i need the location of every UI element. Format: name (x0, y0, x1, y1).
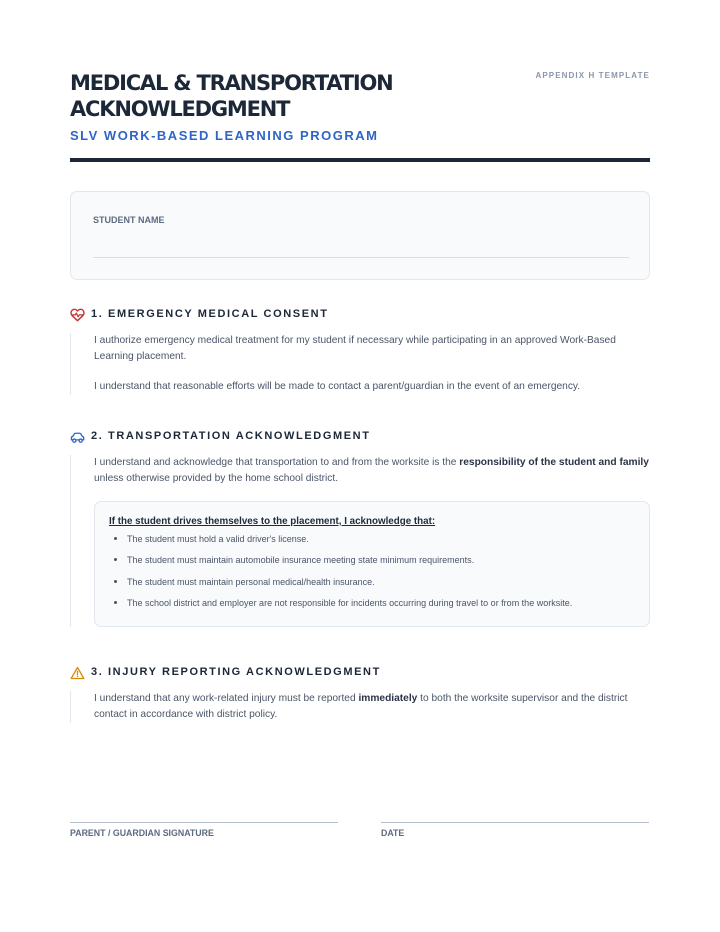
requirements-list (109, 533, 635, 609)
list-item: The student must maintain personal medical/health insurance. (114, 576, 635, 588)
paragraph: I authorize emergency medical treatment for my student if necessary while participating in an approved Work-Based Learning placement. (94, 335, 616, 362)
section-title: 1. EMERGENCY MEDICAL CONSENT (91, 308, 329, 320)
section-emergency-medical (70, 307, 650, 395)
date-field[interactable] (381, 822, 649, 823)
section-header (70, 429, 650, 445)
list-item: The student must hold a valid driver's license. (114, 533, 635, 545)
callout-title: If the student drives themselves to the placement, I acknowledge that: (109, 516, 436, 527)
date-block (381, 822, 649, 838)
form-page (70, 0, 650, 932)
car-icon (70, 430, 85, 444)
header-divider (70, 158, 650, 162)
list-item: The student must maintain automobile insurance meeting state minimum requirements. (114, 554, 635, 566)
paragraph: I understand and acknowledge that transportation to and from the worksite is the responsibility of the student and family unless otherwise provided by the home school district. (94, 457, 649, 484)
student-name-label: STUDENT NAME (93, 215, 165, 225)
form-header (70, 70, 650, 143)
paragraph: I understand that any work-related injury must be reported immediately to both the worksite supervisor and the district contact in accordance with district policy. (94, 693, 628, 720)
section-header (70, 307, 650, 323)
section-body (70, 691, 650, 723)
section-injury-reporting (70, 665, 650, 723)
section-body (70, 333, 650, 395)
section-title: 2. TRANSPORTATION ACKNOWLEDGMENT (91, 430, 371, 442)
section-header (70, 665, 650, 681)
parent-signature-field[interactable] (70, 822, 338, 823)
paragraph: I understand that reasonable efforts will be made to contact a parent/guardian in the event of an emergency. (94, 381, 581, 392)
list-item: The school district and employer are not responsible for incidents occurring during travel to or from the worksite. (114, 597, 635, 609)
section-title: 3. INJURY REPORTING ACKNOWLEDGMENT (91, 666, 381, 678)
appendix-label: APPENDIX H TEMPLATE (535, 71, 650, 80)
page-title: MEDICAL & TRANSPORTATION ACKNOWLEDGMENT (70, 71, 393, 121)
program-subtitle: SLV WORK-BASED LEARNING PROGRAM (70, 128, 379, 143)
parent-signature-block (70, 822, 338, 838)
section-body (70, 455, 650, 627)
section-transportation (70, 429, 650, 627)
heart-pulse-icon (70, 308, 85, 322)
student-name-box (70, 191, 650, 280)
driver-requirements-callout (94, 501, 650, 627)
student-name-field[interactable] (93, 257, 629, 258)
warning-triangle-icon (70, 666, 85, 680)
parent-signature-label: PARENT / GUARDIAN SIGNATURE (70, 828, 214, 838)
date-label: DATE (381, 828, 405, 838)
